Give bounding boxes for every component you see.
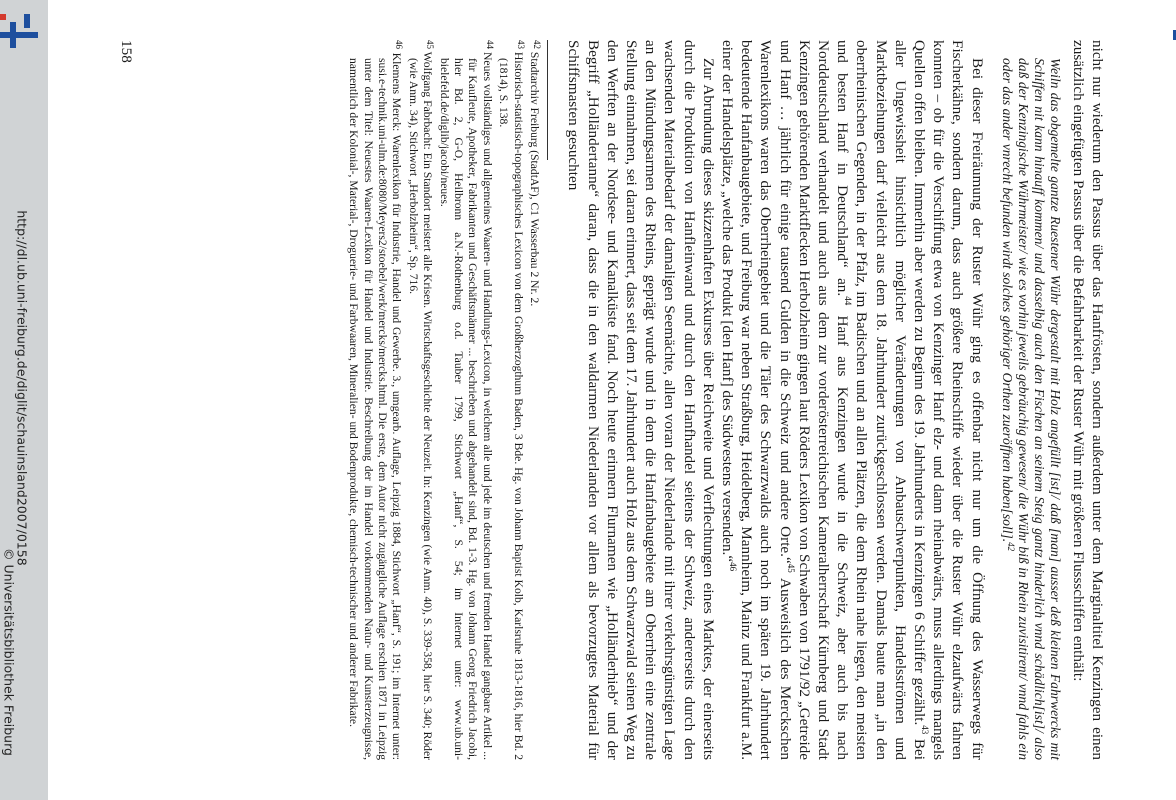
footnote-divider	[547, 40, 548, 160]
viewer-sidebar	[0, 0, 48, 800]
ub-freiburg-logo-icon	[0, 0, 48, 60]
footnote: $^{43}$ Historisch-statistisch-topographisches Lexicon von dem Großherzogthum Baden, 3 Bde. Hg. von Johann Baptist Kolb, Karlsruhe 1813-1816, hier Bd. 2 (1814), S. 138.	[497, 40, 526, 760]
footnote: $^{42}$ Stadtarchiv Freiburg (StadtAF), C1 Wasserbau 2 Nr. 2.	[528, 40, 543, 307]
footnote: $^{44}$ Neues vollständiges und allgemeines Waaren- und Handlungs-Lexicon, in welchem alle und jede im deutschen und fremden Handel gangbare Artikel ... für Kaufleute, Apotheker, Fabrikanten und Geschäftsmänner ... beschrieben und abgehandelt sind, Bd. 1-3. Hg. von Johann Georg Friedrich Jacobi, hier Bd. 2, G-O, Heilbronn a.N.-Rothenburg o.d. Tauber 1799, Stichwort „Hanf“, S. 54; im Internet unter: www.ub.uni-bielefeld.de/diglib/jacobi/neues.	[437, 40, 495, 760]
document-url[interactable]: http://dl.ub.uni-freiburg.de/diglit/schauinsland2007/0158	[14, 210, 30, 566]
copyright-notice: © Universitätsbibliothek Freiburg	[1, 548, 17, 756]
page-number: 158	[118, 40, 136, 63]
paragraph-3: Zur Abrundung dieses skizzenhaften Exkurses über Reichweite und Verflechtungen eines Marktes, der einerseits durch die Produktion von Hanfleinwand und durch den Hanfhandel seitens der Schweiz, andererseits durch den wachsenden Materialbedarf der damaligen Seemächte, allen voran der Niederlande mit ihrer verkehrsgünstigen Lage an den Mündungsarmen des Rheins, geprägt wurde und in dem die Hanfanbaugebiete am Oberrhein eine zentrale Stellung einnahmen, sei daran erinnert, dass seit dem 17. Jahrhundert auch Holz aus dem Schwarzwald seinen Weg zu den Werften an der Nordsee- und Kanalküste fand. Noch heute erinnern Flurnamen wie „Holländerhieb“ und der Begriff „Holländertanne“ daran, dass die in den waldarmen Niederlanden vor allem als bevorzugtes Material für Schiffsmasten gesuchten	[565, 40, 717, 760]
paragraph-1: nicht nur wiederum den Passus über das Hanfrösten, sondern außerdem unter dem Marginaltitel Kenzingen einen zusätzlich eingefügten Passus über die Befahrbarkeit der Ruster Wühr mit größeren Flussschiffen enthält:	[1069, 40, 1106, 760]
scanned-page	[117, 40, 1107, 760]
block-quote: Weiln das obgemelte gantze Ruestener Wühr dergestalt mit Holz angefüllt [ist]/ daß [man] ausser deß kleinen Fahrwercks mit Schiffen nit kann hinauff kommen/ und dasselbig auch den Fischen an seinem Steig gantz hinderlich vnnd schädlich[ist]/ also daß der Kenzingische Wührmeister/ wie es vorhin jeweils gebräuchig gewesen/ die Wühr biß in Rhein zuvisitirent/ vnnd fahls ein oder das ander vnrecht befunden wirdt solches gehöriger Orthen zueröffnen haben[soll].$^{42}$	[999, 58, 1063, 760]
footnote: $^{46}$ Klemens Merck: Warenlexikon für Industrie, Handel und Gewerbe. 3., umgearb. Auflage, Leipzig 1884, Stichwort „Hanf“, S. 191; im Internet unter: susi.e-technik.uni-ulm.de:8080/Meyers2/stoebel/werk/mercks/mercks.html. Die erste, dem Autor nicht zugängliche Auflage erschien 1871 in Leipzig unter dem Titel: Neuestes Waaren-Lexikon für Handel und Industrie. Beschreibung der im Handel vorkommenden Natur- und Kunsterzeugnisse, namentlich der Kolonial-, Material-, Droguerie- und Farbwaaren, Mineralien- und Bodenprodukte, chemisch-technischer und anderer Fabrikate.	[347, 40, 405, 761]
footnote: $^{45}$ Wolfgang Fabrbacht: Ein Standort meistert alle Krisen. Wirtschaftsgeschichte der Neuzeit. In: Kenzingen (wie Anm. 40), S. 339-358, hier S. 340; Röder (wie Anm. 34), Stichwort „Herbolzheim“, Sp. 716.	[406, 40, 436, 760]
paragraph-2: Bei dieser Freiräumung der Ruster Wühr ging es offenbar nicht nur um die Öffnung des Wasserwegs für Fischerkähne, sondern darum, dass auch größere Rheinschiffe wieder über die Ruster Wühr elzaufwärts fahren konnten – ob für die Verschiffung etwa von Kenzinger Hanf elz- und dann rheinabwärts, muss allerdings mangels Quellen offen bleiben. Immerhin aber werden zu Beginn des 19. Jahrhunderts in Kenzingen 6 Schiffer gezählt.$^{43}$ Bei aller Ungewissheit hinsichtlich möglicher Veränderungen von Anbauschwerpunkten, Handelsströmen und Marktbeziehungen darf vielleicht aus dem 18. Jahrhundert zurückgeschlossen werden. Damals baute man „in den oberrheinischen Gegenden, in der Pfalz, im Badischen und an allen Plätzen, die dem Rhein nahe liegen, den meisten und besten Hanf in Deutschland“ an.$^{44}$ Hanf aus Kenzingen wurde in die Schweiz, aber auch bis nach Norddeutschland verhandelt und auch aus dem zur vorderösterreichischen Kameralherrschaft Kürnberg und Stadt Kenzingen gehörenden Marktflecken Herbolzheim gingen laut Röders Lexikon von Schwaben von 1791/92 „Getreide und Hanf … jährlich für einige tausend Gulden in die Schweiz und andere Orte.“$^{45}$ Ausweislich des Merckschen Warenlexikons waren das Oberrheingebiet und die Täler des Schwarzwalds auch noch im späten 19. Jahrhundert bedeutende Hanfanbaugebiete, und Freiburg war neben Straßburg, Heidelberg, Mannheim, Mainz und Frankfurt a.M. einer der Handelsplätze, „welche das Produkt [den Hanf] des Südwestens versenden.“$^{46}$	[718, 40, 986, 761]
